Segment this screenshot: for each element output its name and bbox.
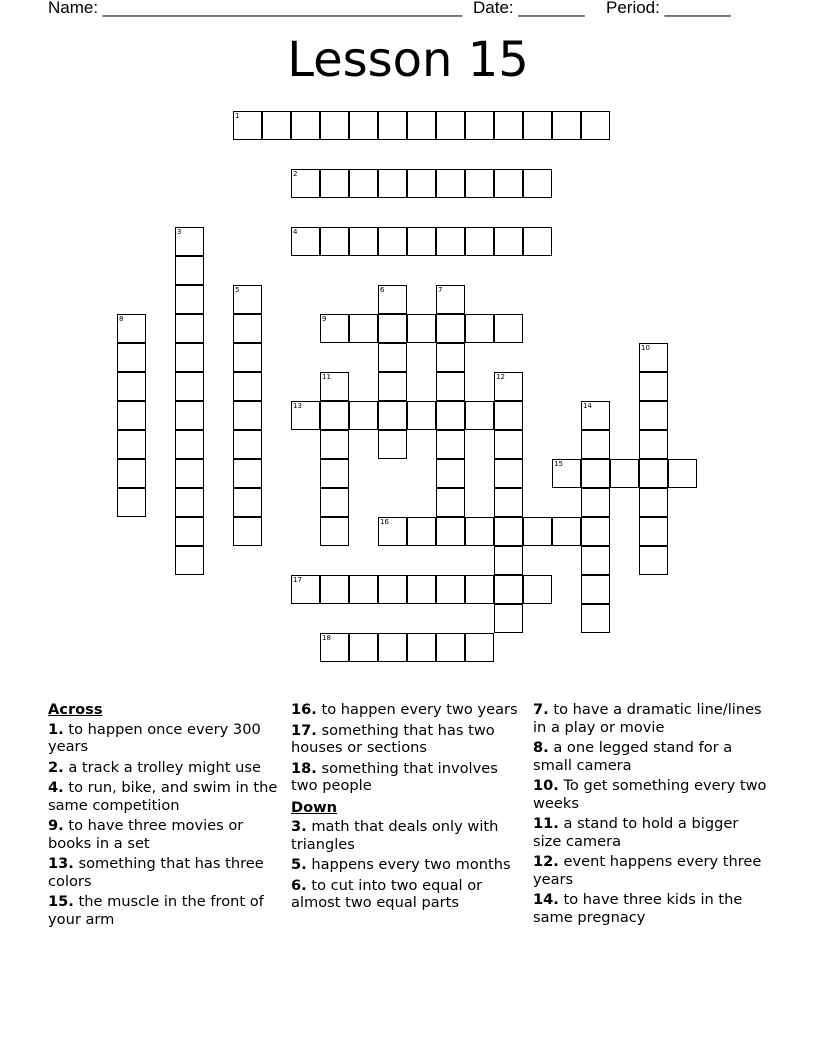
grid-cell[interactable] <box>581 546 610 575</box>
clue-number: 7 <box>438 286 443 294</box>
grid-cell[interactable] <box>494 314 523 343</box>
clue-item-text: to run, bike, and swim in the same competition <box>48 779 278 814</box>
grid-cell[interactable] <box>494 372 523 401</box>
clue-item <box>48 721 284 756</box>
grid-cell[interactable] <box>407 575 436 604</box>
grid-cell[interactable] <box>581 430 610 459</box>
grid-cell[interactable] <box>378 517 407 546</box>
grid-cell[interactable] <box>175 343 204 372</box>
clue-item-number: 17. <box>291 721 317 739</box>
clue-item-text: happens every two months <box>311 856 511 873</box>
grid-cell[interactable] <box>523 517 552 546</box>
clue-item-number: 12. <box>533 853 559 870</box>
grid-cell[interactable] <box>291 111 320 140</box>
clue-number: 15 <box>554 460 563 468</box>
grid-cell[interactable] <box>378 227 407 256</box>
grid-cell[interactable] <box>436 227 465 256</box>
clue-item <box>291 722 527 757</box>
clue-number: 16 <box>380 518 389 526</box>
grid-cell[interactable] <box>378 285 407 314</box>
clue-item-number: 4. <box>48 779 64 796</box>
grid-cell[interactable] <box>436 285 465 314</box>
grid-cell[interactable] <box>233 314 262 343</box>
grid-cell[interactable] <box>320 227 349 256</box>
grid-cell[interactable] <box>436 169 465 198</box>
grid-cell[interactable] <box>175 314 204 343</box>
clue-item <box>48 893 284 928</box>
clue-item-text: a one legged stand for a small camera <box>533 739 733 774</box>
grid-cell[interactable] <box>117 488 146 517</box>
grid-cell[interactable] <box>523 227 552 256</box>
grid-cell[interactable] <box>639 488 668 517</box>
grid-cell[interactable] <box>320 314 349 343</box>
grid-cell[interactable] <box>407 227 436 256</box>
grid-cell[interactable] <box>117 314 146 343</box>
clue-item-number: 10. <box>533 777 559 794</box>
grid-cell[interactable] <box>349 227 378 256</box>
grid-cell[interactable] <box>117 372 146 401</box>
clue-number: 4 <box>293 228 298 236</box>
clue-number: 5 <box>235 286 240 294</box>
clue-number: 8 <box>119 315 124 323</box>
grid-cell[interactable] <box>639 343 668 372</box>
clue-item <box>291 818 527 853</box>
grid-cell[interactable] <box>407 314 436 343</box>
grid-cell[interactable] <box>291 169 320 198</box>
clue-item-number: 1. <box>48 720 64 738</box>
grid-cell[interactable] <box>320 633 349 662</box>
grid-cell[interactable] <box>581 517 610 546</box>
clue-item-number: 15. <box>48 893 74 910</box>
grid-cell[interactable] <box>175 517 204 546</box>
grid-cell[interactable] <box>523 575 552 604</box>
grid-cell[interactable] <box>639 401 668 430</box>
grid-cell[interactable] <box>349 401 378 430</box>
clue-item-text: to happen every two years <box>321 701 518 718</box>
name-field[interactable]: Name: ______________________________________ <box>48 0 463 17</box>
clue-item-text: to happen once every 300 years <box>48 720 261 755</box>
grid-cell[interactable] <box>175 546 204 575</box>
across-heading: Across <box>48 701 103 718</box>
clue-number: 9 <box>322 315 327 323</box>
grid-cell[interactable] <box>175 285 204 314</box>
grid-cell[interactable] <box>465 169 494 198</box>
grid-cell[interactable] <box>233 372 262 401</box>
clue-item-text: to have three movies or books in a set <box>48 817 244 852</box>
grid-cell[interactable] <box>320 459 349 488</box>
grid-cell[interactable] <box>175 256 204 285</box>
clue-number: 18 <box>322 634 331 642</box>
grid-cell[interactable] <box>494 575 523 604</box>
grid-cell[interactable] <box>233 285 262 314</box>
period-field[interactable]: Period: _______ <box>606 0 731 17</box>
grid-cell[interactable] <box>175 488 204 517</box>
grid-cell[interactable] <box>639 459 668 488</box>
clue-number: 6 <box>380 286 385 294</box>
grid-cell[interactable] <box>639 517 668 546</box>
clue-item-number: 9. <box>48 817 64 834</box>
clue-item <box>291 877 527 912</box>
grid-cell[interactable] <box>668 459 697 488</box>
grid-cell[interactable] <box>233 430 262 459</box>
clue-number: 2 <box>293 170 298 178</box>
grid-cell[interactable] <box>494 488 523 517</box>
grid-cell[interactable] <box>465 111 494 140</box>
clue-number: 1 <box>235 112 240 120</box>
clue-item-number: 16. <box>291 701 317 718</box>
clue-item-text: a stand to hold a bigger size camera <box>533 815 739 850</box>
grid-cell[interactable] <box>523 169 552 198</box>
clue-item-text: math that deals only with triangles <box>291 818 499 853</box>
page-title: Lesson 15 <box>287 32 529 88</box>
clue-item <box>48 779 284 814</box>
grid-cell[interactable] <box>320 430 349 459</box>
grid-cell[interactable] <box>233 488 262 517</box>
grid-cell[interactable] <box>407 169 436 198</box>
grid-cell[interactable] <box>320 401 349 430</box>
clue-item-text: something that involves two people <box>291 759 498 794</box>
clue-number: 13 <box>293 402 302 410</box>
clue-number: 17 <box>293 576 302 584</box>
grid-cell[interactable] <box>494 111 523 140</box>
grid-cell[interactable] <box>552 517 581 546</box>
grid-cell[interactable] <box>117 459 146 488</box>
grid-cell[interactable] <box>581 459 610 488</box>
clue-item-number: 7. <box>533 701 549 718</box>
grid-cell[interactable] <box>523 111 552 140</box>
clue-item-number: 3. <box>291 818 307 835</box>
grid-cell[interactable] <box>378 169 407 198</box>
grid-cell[interactable] <box>175 227 204 256</box>
grid-cell[interactable] <box>320 488 349 517</box>
grid-cell[interactable] <box>175 459 204 488</box>
clue-item-number: 6. <box>291 876 307 894</box>
grid-cell[interactable] <box>233 401 262 430</box>
clue-item <box>48 855 284 890</box>
grid-cell[interactable] <box>581 401 610 430</box>
grid-cell[interactable] <box>349 111 378 140</box>
clue-item-number: 5. <box>291 856 307 873</box>
grid-cell[interactable] <box>436 314 465 343</box>
clue-number: 10 <box>641 344 650 352</box>
grid-cell[interactable] <box>349 575 378 604</box>
clue-item-number: 18. <box>291 759 317 777</box>
grid-cell[interactable] <box>262 111 291 140</box>
grid-cell[interactable] <box>639 546 668 575</box>
grid-cell[interactable] <box>494 227 523 256</box>
clue-item-text: something that has two houses or sections <box>291 721 495 756</box>
grid-cell[interactable] <box>378 633 407 662</box>
grid-cell[interactable] <box>581 488 610 517</box>
date-field[interactable]: Date: _______ <box>473 0 585 17</box>
clue-item-number: 8. <box>533 739 549 756</box>
grid-cell[interactable] <box>320 111 349 140</box>
clue-item-number: 14. <box>533 891 559 908</box>
grid-cell[interactable] <box>349 633 378 662</box>
grid-cell[interactable] <box>117 430 146 459</box>
clue-column-1 <box>48 701 284 931</box>
clue-item-text: the muscle in the front of your arm <box>48 893 264 928</box>
grid-cell[interactable] <box>436 488 465 517</box>
grid-cell[interactable] <box>494 517 523 546</box>
grid-cell[interactable] <box>378 111 407 140</box>
clue-item-text: to cut into two equal or almost two equal parts <box>291 876 483 911</box>
clue-item <box>533 777 769 812</box>
grid-cell[interactable] <box>378 575 407 604</box>
clue-item <box>533 815 769 850</box>
grid-cell[interactable] <box>494 430 523 459</box>
grid-cell[interactable] <box>117 401 146 430</box>
grid-cell[interactable] <box>465 314 494 343</box>
grid-cell[interactable] <box>320 517 349 546</box>
grid-cell[interactable] <box>494 604 523 633</box>
grid-cell[interactable] <box>407 111 436 140</box>
clue-item-number: 2. <box>48 758 64 776</box>
down-heading: Down <box>291 798 338 816</box>
grid-cell[interactable] <box>349 314 378 343</box>
clue-item <box>291 701 527 719</box>
grid-cell[interactable] <box>320 372 349 401</box>
grid-cell[interactable] <box>436 459 465 488</box>
grid-cell[interactable] <box>291 575 320 604</box>
grid-cell[interactable] <box>436 372 465 401</box>
clue-item <box>48 817 284 852</box>
grid-cell[interactable] <box>407 517 436 546</box>
grid-cell[interactable] <box>581 604 610 633</box>
clue-item <box>291 760 527 795</box>
grid-cell[interactable] <box>436 575 465 604</box>
clue-item <box>533 739 769 774</box>
clue-item-text: to have three kids in the same pregnacy <box>533 891 743 926</box>
clue-item-text: event happens every three years <box>533 853 762 888</box>
grid-cell[interactable] <box>233 343 262 372</box>
clue-number: 14 <box>583 402 592 410</box>
clue-item-text: To get something every two weeks <box>533 777 767 812</box>
clue-item <box>48 759 284 777</box>
grid-cell[interactable] <box>581 575 610 604</box>
grid-cell[interactable] <box>494 459 523 488</box>
grid-cell[interactable] <box>436 401 465 430</box>
grid-cell[interactable] <box>436 633 465 662</box>
grid-cell[interactable] <box>465 633 494 662</box>
clue-item <box>533 891 769 926</box>
grid-cell[interactable] <box>465 227 494 256</box>
grid-cell[interactable] <box>175 401 204 430</box>
grid-cell[interactable] <box>291 227 320 256</box>
grid-cell[interactable] <box>436 430 465 459</box>
grid-cell[interactable] <box>233 517 262 546</box>
clue-column-2 <box>291 701 527 915</box>
clue-item-text: something that has three colors <box>48 855 264 890</box>
clue-item <box>533 701 769 736</box>
clue-number: 12 <box>496 373 505 381</box>
grid-cell[interactable] <box>378 401 407 430</box>
grid-cell[interactable] <box>233 111 262 140</box>
clue-item-text: to have a dramatic line/lines in a play or movie <box>533 701 762 736</box>
grid-cell[interactable] <box>378 430 407 459</box>
grid-cell[interactable] <box>465 401 494 430</box>
clue-column-3 <box>533 701 769 929</box>
clue-number: 11 <box>322 373 331 381</box>
grid-cell[interactable] <box>639 372 668 401</box>
grid-cell[interactable] <box>320 575 349 604</box>
grid-cell[interactable] <box>436 111 465 140</box>
grid-cell[interactable] <box>552 459 581 488</box>
grid-cell[interactable] <box>320 169 349 198</box>
grid-cell[interactable] <box>175 372 204 401</box>
grid-cell[interactable] <box>639 430 668 459</box>
grid-cell[interactable] <box>436 343 465 372</box>
grid-cell[interactable] <box>291 401 320 430</box>
grid-cell[interactable] <box>233 459 262 488</box>
grid-cell[interactable] <box>378 314 407 343</box>
grid-cell[interactable] <box>494 169 523 198</box>
grid-cell[interactable] <box>465 575 494 604</box>
clue-item-number: 13. <box>48 855 74 872</box>
grid-cell[interactable] <box>610 459 639 488</box>
grid-cell[interactable] <box>552 111 581 140</box>
clue-item <box>291 856 527 874</box>
grid-cell[interactable] <box>378 372 407 401</box>
grid-cell[interactable] <box>407 633 436 662</box>
grid-cell[interactable] <box>407 401 436 430</box>
clue-item-text: a track a trolley might use <box>68 758 261 776</box>
clue-number: 3 <box>177 228 182 236</box>
grid-cell[interactable] <box>378 343 407 372</box>
clue-item-number: 11. <box>533 815 559 832</box>
grid-cell[interactable] <box>494 401 523 430</box>
grid-cell[interactable] <box>349 169 378 198</box>
grid-cell[interactable] <box>175 430 204 459</box>
grid-cell[interactable] <box>117 343 146 372</box>
clue-item <box>533 853 769 888</box>
grid-cell[interactable] <box>465 517 494 546</box>
grid-cell[interactable] <box>436 517 465 546</box>
grid-cell[interactable] <box>494 546 523 575</box>
grid-cell[interactable] <box>581 111 610 140</box>
